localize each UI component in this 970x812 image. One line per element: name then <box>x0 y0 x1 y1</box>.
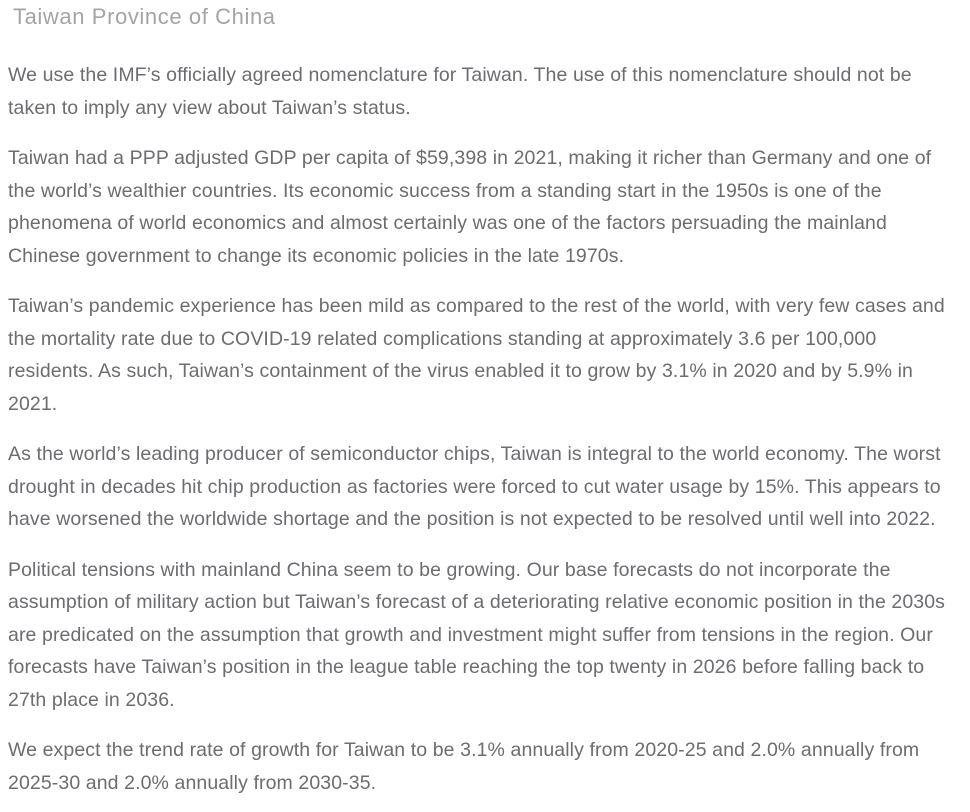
paragraph-pandemic: Taiwan’s pandemic experience has been mild as compared to the rest of the world, with very few cases and the mortality rate due to COVID-19 related complications standing at approximately 3.6 per 100,000 residents. As such, Taiwan’s containment of the virus enabled it to grow by 3.1% in 2020 and by 5.9% in 2021. <box>8 295 945 415</box>
paragraph-nomenclature: We use the IMF’s officially agreed nomenclature for Taiwan. The use of this nomenclature should not be taken to imply any view about Taiwan’s status. <box>8 64 912 119</box>
paragraph-growth-forecast: We expect the trend rate of growth for Taiwan to be 3.1% annually from 2020-25 and 2.0% annually from 2025-30 and 2.0% annually from 2030-35. <box>8 739 920 794</box>
paragraph-gdp-per-capita: Taiwan had a PPP adjusted GDP per capita of $59,398 in 2021, making it richer than Germany and one of the world’s wealthier countries. Its economic success from a standing start in the 1950s is one of the phenomena of world economics and almost certainly was one of the factors persuading the mainland Chinese government to change its economic policies in the late 1970s. <box>8 147 932 267</box>
section-title: Taiwan Province of China <box>13 4 276 29</box>
paragraph-political-tensions: Political tensions with mainland China seem to be growing. Our base forecasts do not incorporate the assumption of military action but Taiwan’s forecast of a deteriorating relative economic position in the 2030s are predicated on the assumption that growth and investment might suffer from tensions in the region. Our forecasts have Taiwan’s position in the league table reaching the top twenty in 2026 before falling back to 27th place in 2036. <box>8 558 946 711</box>
paragraph-semiconductors: As the world’s leading producer of semiconductor chips, Taiwan is integral to the world economy. The worst drought in decades hit chip production as factories were forced to cut water usage by 15%. This appears to have worsened the worldwide shortage and the position is not expected to be resolved until well into 2022. <box>8 443 941 530</box>
